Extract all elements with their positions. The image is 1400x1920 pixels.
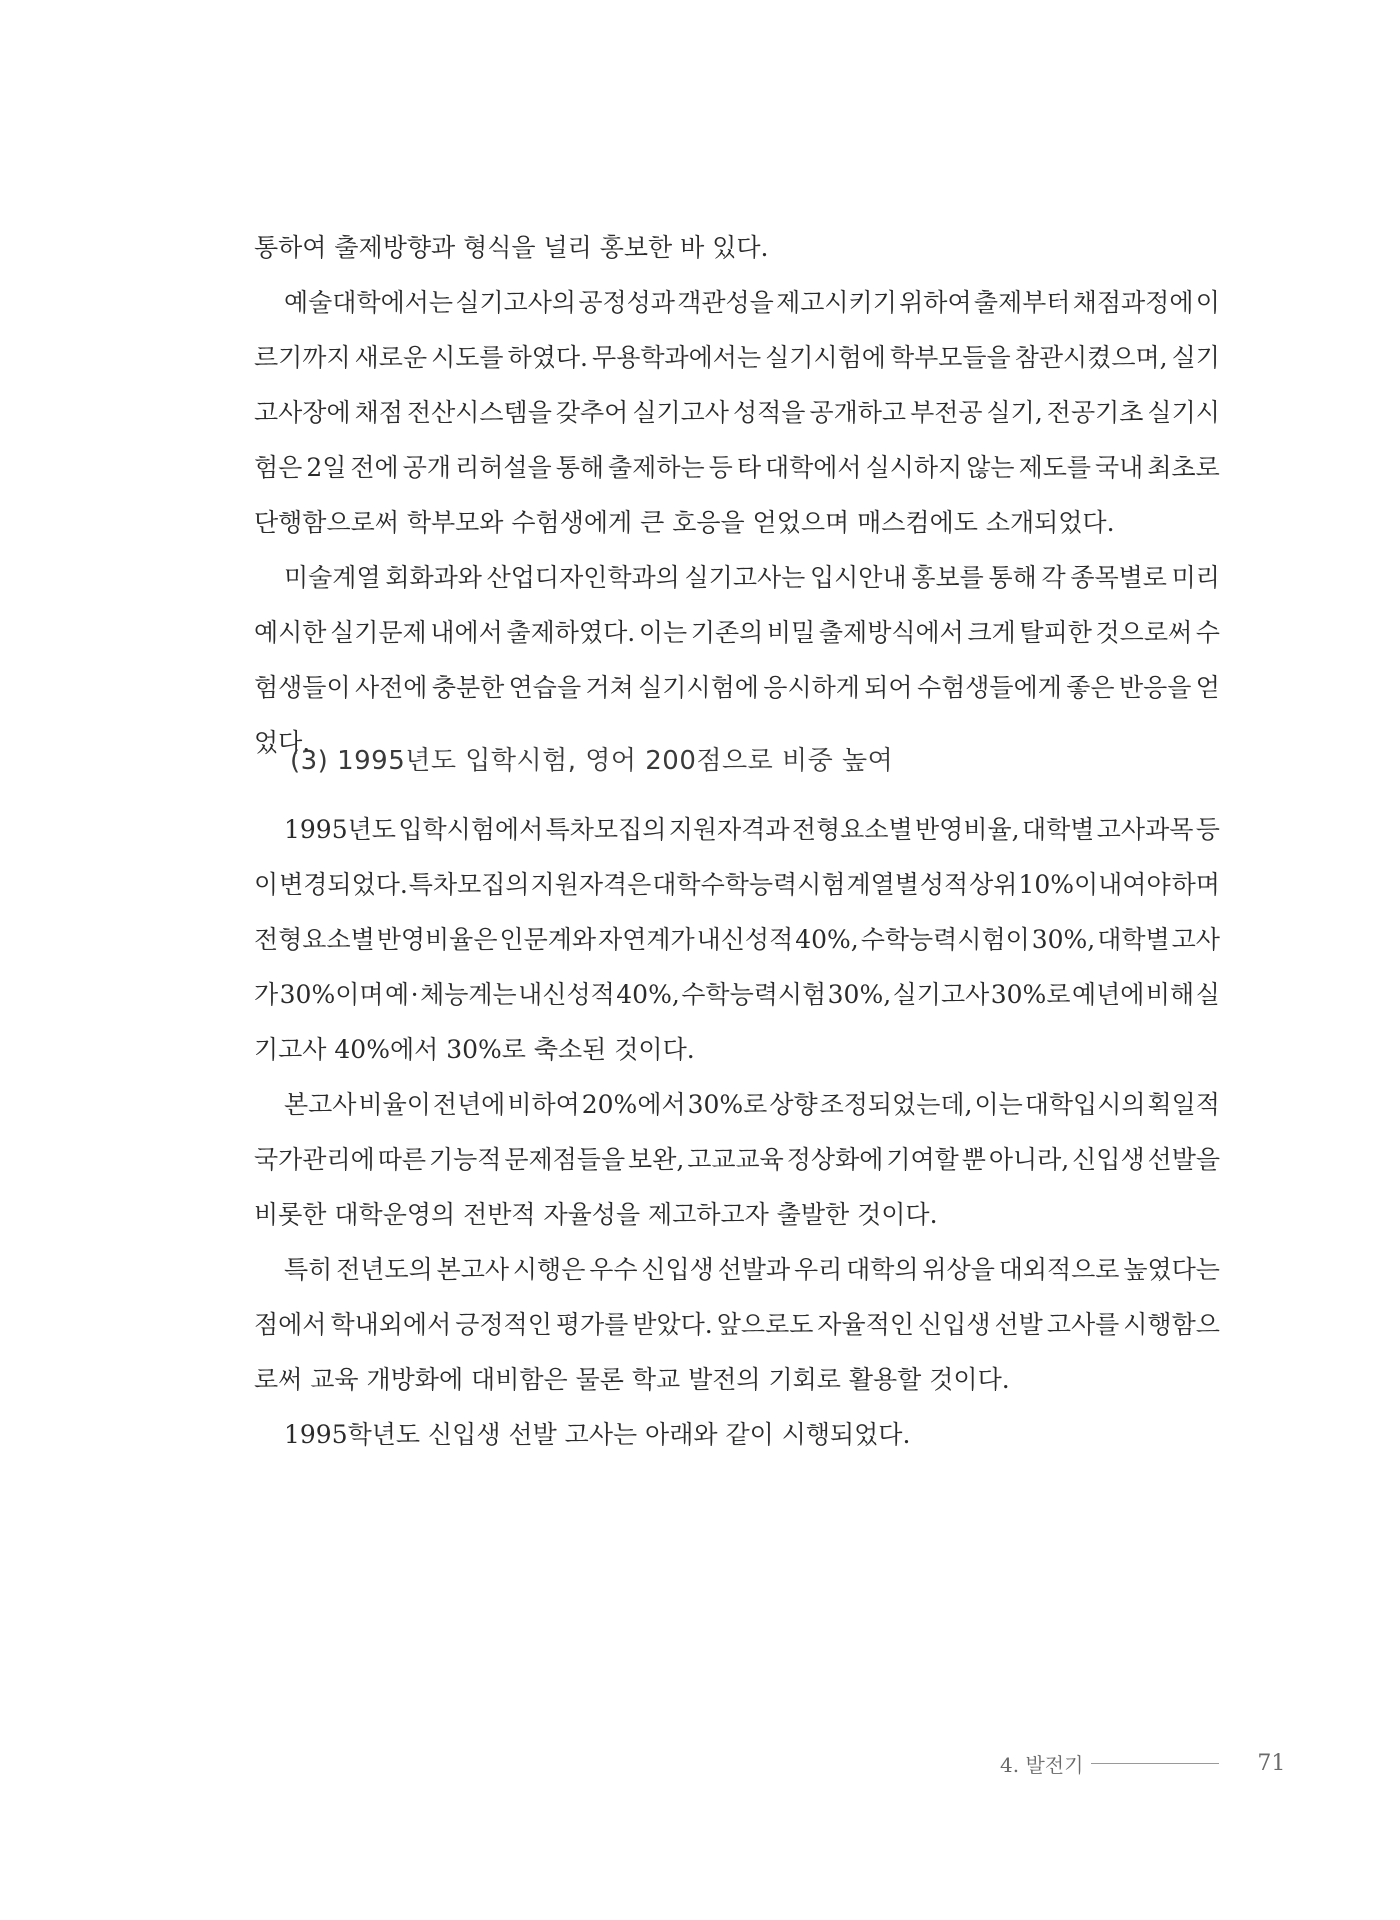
text-word: 30%이며	[279, 980, 384, 1009]
text-word: 내신성적	[696, 925, 794, 954]
text-word: 타	[736, 453, 761, 482]
text-line: 었다.	[254, 728, 311, 757]
text-word: 대외적으로	[998, 1255, 1120, 1284]
text-word: 내신성적	[518, 980, 615, 1009]
text-word: 비하여	[507, 1090, 580, 1119]
text-line	[254, 967, 1220, 1022]
text-word: 지원자격은	[530, 870, 652, 899]
text-word: 통해	[555, 453, 604, 482]
text-word: 이는	[638, 618, 688, 647]
text-line	[254, 1242, 1220, 1297]
text-word: 고사	[1171, 925, 1220, 954]
text-word: 제도를	[1018, 453, 1092, 482]
text-word: 무용학과에서는	[592, 343, 762, 372]
text-word: 점에서	[254, 1310, 327, 1339]
text-word: 상위	[969, 870, 1018, 899]
text-word: 성적을	[732, 398, 806, 427]
text-word: 획일적	[1147, 1090, 1220, 1119]
text-word: 하였다.	[507, 343, 589, 372]
text-word: 공정성과	[578, 288, 675, 317]
text-word: 좋은	[1066, 673, 1115, 702]
text-word: 않는	[966, 453, 1015, 482]
text-word: 이	[254, 870, 279, 899]
text-line	[254, 802, 1220, 857]
text-word: 기능적	[428, 1145, 502, 1174]
text-line	[254, 330, 1220, 385]
text-word: 미술계열	[284, 563, 381, 592]
text-word: 비율이	[358, 1090, 431, 1119]
text-word: 공개	[402, 453, 452, 482]
text-word: 홍보를	[911, 563, 984, 592]
text-word: 성적	[919, 870, 969, 899]
text-word: 르기까지	[254, 343, 351, 372]
text-word: ·	[410, 980, 419, 1009]
text-word: 기존의	[690, 618, 764, 647]
text-word: 전형요소별	[791, 815, 913, 844]
text-word: 시도를	[431, 343, 504, 372]
text-word: 실시하지	[865, 453, 963, 482]
text-word: 내에서	[430, 618, 503, 647]
text-word: 출제하였다.	[506, 618, 636, 647]
text-line	[254, 1132, 1220, 1187]
text-word: 본고사	[284, 1090, 357, 1119]
text-word: 거쳐	[585, 673, 634, 702]
text-line: 단행함으로써 학부모와 수험생에게 큰 호응을 얻었으며 매스컴에도 소개되었다.	[254, 508, 1115, 537]
text-word: 40%,	[616, 980, 680, 1009]
text-word: 하며	[1171, 870, 1220, 899]
text-word: 대학별	[1021, 815, 1095, 844]
text-word: 출제부터	[973, 288, 1071, 317]
text-word: 실기문제	[330, 618, 427, 647]
text-word: 반영비율,	[915, 815, 1020, 844]
text-line: 1995학년도 신입생 선발 고사는 아래와 같이 시행되었다.	[284, 1420, 911, 1449]
text-word: 전공기초	[1046, 398, 1144, 427]
text-word: 새로운	[354, 343, 428, 372]
text-word: 10%이내여야	[1018, 870, 1171, 899]
text-line: 비롯한 대학운영의 전반적 자율성을 제고하고자 출발한 것이다.	[254, 1200, 938, 1229]
text-word: 출제하는	[608, 453, 705, 482]
text-word: 30%,	[1031, 925, 1096, 954]
text-word: 가	[254, 980, 279, 1009]
text-word: 시행은	[512, 1255, 586, 1284]
text-word: 입학시험에서	[398, 815, 544, 844]
footer-divider-line	[1091, 1763, 1219, 1764]
text-line	[254, 1077, 1220, 1132]
text-word: 반응을	[1118, 673, 1192, 702]
text-word: 수	[1195, 618, 1220, 647]
text-word: 실기시험에	[765, 343, 886, 372]
text-word: 리허설을	[455, 453, 552, 482]
text-word: 받았다.	[632, 1310, 713, 1339]
body-text-block-1	[254, 220, 1220, 770]
text-word: 실기,	[986, 398, 1043, 427]
text-word: 선발과	[717, 1255, 791, 1284]
text-word: 채점	[354, 398, 403, 427]
section-heading: (3) 1995년도 입학시험, 영어 200점으로 비중 높여	[290, 746, 894, 776]
text-line	[254, 660, 1220, 715]
text-word: 갖추어	[555, 398, 629, 427]
text-word: 정상화에	[786, 1145, 884, 1174]
text-word: 수학능력시험이	[860, 925, 1030, 954]
text-word: 학내외에서	[330, 1310, 452, 1339]
text-word: 높였다는	[1123, 1255, 1220, 1284]
text-word: 출제방식에서	[818, 618, 964, 647]
text-word: 20%에서	[581, 1090, 686, 1119]
text-word: 제고시키기	[776, 288, 897, 317]
text-word: 얻	[1195, 673, 1220, 702]
text-word: 대학의	[846, 1255, 919, 1284]
text-word: 본고사	[436, 1255, 510, 1284]
text-word: 신입생	[918, 1310, 991, 1339]
text-line: 통하여 출제방향과 형식을 널리 홍보한 바 있다.	[254, 233, 769, 262]
text-word: 되어	[864, 673, 913, 702]
text-word: 공개하고	[809, 398, 907, 427]
text-word: 고교교육	[687, 1145, 784, 1174]
text-word: 특차모집의	[408, 870, 530, 899]
text-word: 비밀	[766, 618, 816, 647]
footer-chapter-title: 4. 발전기	[1000, 1752, 1084, 1777]
text-line	[254, 275, 1220, 330]
text-word: 통해	[988, 563, 1037, 592]
text-word: 험생들이	[254, 673, 351, 702]
text-word: 예술대학에서는	[284, 288, 454, 317]
text-word: 탈피한	[1019, 618, 1092, 647]
text-line: 기고사 40%에서 30%로 축소된 것이다.	[254, 1035, 695, 1064]
body-text-block-2	[254, 802, 1220, 1462]
text-word: 고사를	[1046, 1310, 1120, 1339]
text-word: 크게	[967, 618, 1016, 647]
text-word: 자율적인	[817, 1310, 914, 1339]
text-word: 참관시켰으며,	[1014, 343, 1168, 372]
text-line	[254, 550, 1220, 605]
text-word: 2일	[306, 453, 347, 482]
text-word: 대학수학능력시험	[652, 870, 846, 899]
text-word: 변경되었다.	[279, 870, 408, 899]
text-word: 조정되었는데,	[819, 1090, 973, 1119]
text-word: 실	[1195, 980, 1220, 1009]
text-word: 산업디자인학과의	[486, 563, 680, 592]
text-word: 기여할	[886, 1145, 959, 1174]
text-word: 이	[1195, 288, 1220, 317]
text-word: 신입생	[641, 1255, 714, 1284]
text-word: 실기고사는	[684, 563, 806, 592]
text-line	[254, 857, 1220, 912]
text-word: 연습을	[508, 673, 582, 702]
text-line	[254, 912, 1220, 967]
text-word: 고사장에	[254, 398, 351, 427]
text-word: 등	[1195, 815, 1220, 844]
text-word: 국가관리에	[254, 1145, 375, 1174]
text-word: 예	[385, 980, 410, 1009]
text-word: 수학능력시험	[681, 980, 827, 1009]
text-word: 뿐	[961, 1145, 986, 1174]
text-word: 특차모집의	[545, 815, 667, 844]
text-word: 채점과정에	[1072, 288, 1194, 317]
text-word: 전형요소별	[254, 925, 375, 954]
text-word: 평가를	[555, 1310, 629, 1339]
text-line	[254, 605, 1220, 660]
text-word: 선발	[994, 1310, 1043, 1339]
text-word: 문제점들을	[504, 1145, 626, 1174]
text-word: 학부모들을	[889, 343, 1011, 372]
text-word: 이는	[974, 1090, 1023, 1119]
text-word: 우리	[793, 1255, 843, 1284]
text-word: 회화과와	[385, 563, 482, 592]
text-word: 신입생	[1072, 1145, 1145, 1174]
text-word: 등	[708, 453, 733, 482]
text-word: 따른	[377, 1145, 427, 1174]
text-word: 실기고사의	[455, 288, 577, 317]
text-word: 전년도의	[336, 1255, 433, 1284]
text-word: 전년에	[432, 1090, 506, 1119]
text-line	[254, 440, 1220, 495]
text-word: 최초로	[1147, 453, 1220, 482]
text-word: 체능계는	[420, 980, 517, 1009]
text-word: 아니라,	[988, 1145, 1070, 1174]
text-word: 긍정적인	[455, 1310, 552, 1339]
text-word: 실기고사	[632, 398, 729, 427]
text-word: 자연계가	[598, 925, 695, 954]
text-word: 대학입시의	[1024, 1090, 1146, 1119]
text-word: 30%로	[687, 1090, 768, 1119]
text-word: 위하여	[899, 288, 972, 317]
text-word: 객관성을	[677, 288, 774, 317]
text-word: 부전공	[910, 398, 983, 427]
text-word: 예시한	[254, 618, 327, 647]
text-word: 앞으로도	[716, 1310, 814, 1339]
text-word: 각	[1041, 563, 1066, 592]
text-word: 충분한	[431, 673, 505, 702]
text-word: 지원자격과	[668, 815, 790, 844]
text-word: 특히	[284, 1255, 333, 1284]
text-word: 실기고사	[892, 980, 990, 1009]
text-word: 사전에	[354, 673, 428, 702]
text-word: 험은	[254, 453, 303, 482]
page-footer	[1000, 1748, 1290, 1778]
text-word: 전에	[350, 453, 399, 482]
text-line: 로써 교육 개방화에 대비함은 물론 학교 발전의 기회로 활용할 것이다.	[254, 1365, 1010, 1394]
text-word: 실기시험에	[638, 673, 759, 702]
text-word: 예년에	[1071, 980, 1145, 1009]
text-line	[254, 1297, 1220, 1352]
text-word: 종목별로	[1070, 563, 1167, 592]
text-word: 위상을	[922, 1255, 995, 1284]
text-word: 상향	[769, 1090, 818, 1119]
text-word: 수험생들에게	[916, 673, 1062, 702]
text-word: 응시하게	[763, 673, 860, 702]
text-word: 보완,	[628, 1145, 685, 1174]
text-word: 인문계와	[499, 925, 597, 954]
text-word: 우수	[589, 1255, 638, 1284]
text-word: 40%,	[795, 925, 859, 954]
text-word: 실기시	[1147, 398, 1220, 427]
text-word: 1995년도	[284, 815, 396, 844]
text-word: 국내	[1095, 453, 1144, 482]
text-word: 전산시스템을	[406, 398, 552, 427]
text-word: 실기	[1171, 343, 1220, 372]
text-word: 시행함으	[1123, 1310, 1220, 1339]
text-word: 미리	[1171, 563, 1220, 592]
text-word: 입시안내	[810, 563, 907, 592]
text-word: 30%,	[827, 980, 892, 1009]
text-word: 고사과목	[1096, 815, 1194, 844]
text-word: 대학에서	[764, 453, 862, 482]
text-word: 30%로	[990, 980, 1071, 1009]
text-word: 선발을	[1147, 1145, 1220, 1174]
text-word: 것으로써	[1095, 618, 1193, 647]
text-word: 대학별	[1097, 925, 1170, 954]
text-word: 반영비율은	[376, 925, 498, 954]
text-word: 비해	[1145, 980, 1195, 1009]
text-line	[254, 385, 1220, 440]
text-word: 계열별	[846, 870, 919, 899]
page-number: 71	[1257, 1750, 1286, 1776]
